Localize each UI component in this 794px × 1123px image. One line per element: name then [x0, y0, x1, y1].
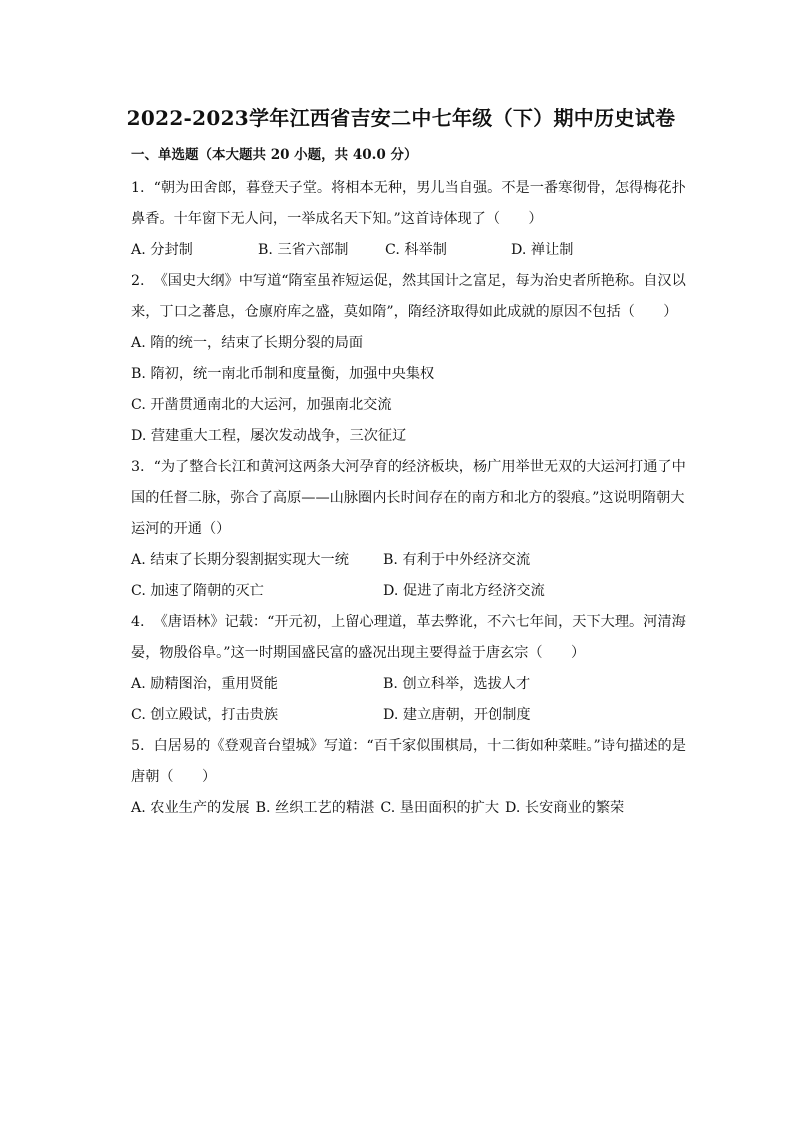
question-text: “朝为田舍郎，暮登天子堂。将相本无种，男儿当自强。不是一番寒彻骨，怎得梅花扑鼻香。十年窗下无人问，一举成名天下知。”这首诗体现了（ ）: [131, 180, 686, 227]
option-list: [131, 793, 689, 824]
option-row: [131, 545, 689, 576]
option-d[interactable]: D. 建立唐朝，开创制度: [383, 707, 531, 723]
question-number: 4.: [131, 614, 145, 630]
option-row: [131, 576, 689, 607]
question-text: 《唐语林》记载：“开元初，上留心理道，革去弊讹，不六七年间，天下大理。河清海晏，物殷俗阜。”这一时期国盛民富的盛况出现主要得益于唐玄宗（ ）: [131, 614, 686, 661]
option-b[interactable]: B. 隋初，统一南北币制和度量衡，加强中央集权: [131, 366, 435, 382]
option-list: [131, 328, 689, 452]
question-5: [131, 731, 689, 824]
option-a[interactable]: A. 农业生产的发展: [131, 800, 250, 816]
option-b[interactable]: B. 有利于中外经济交流: [383, 552, 531, 568]
question-1: [131, 173, 689, 266]
option-d[interactable]: D. 营建重大工程，屡次发动战争，三次征辽: [131, 428, 407, 444]
option-c[interactable]: C. 垦田面积的扩大: [380, 800, 500, 816]
option-row: [131, 328, 689, 359]
question-number: 5.: [131, 738, 145, 754]
option-row: [131, 700, 689, 731]
option-row: [131, 235, 689, 266]
question-4: [131, 607, 689, 731]
question-3: [131, 452, 689, 607]
exam-title: 2022-2023学年江西省吉安二中七年级（下）期中历史试卷: [126, 106, 676, 130]
question-number: 2.: [131, 273, 145, 289]
option-b[interactable]: B. 三省六部制: [258, 242, 349, 258]
option-list: [131, 235, 689, 266]
question-stem: [131, 731, 689, 793]
option-b[interactable]: B. 创立科举，选拔人才: [383, 676, 531, 692]
option-c[interactable]: C. 开凿贯通南北的大运河，加强南北交流: [131, 397, 392, 413]
section-heading: 一、单选题（本大题共 20 小题，共 40.0 分）: [131, 147, 418, 163]
option-c[interactable]: C. 创立殿试，打击贵族: [131, 707, 279, 723]
question-stem: [131, 452, 689, 545]
question-2: [131, 266, 689, 452]
question-number: 1.: [131, 180, 145, 196]
question-text: 《国史大纲》中写道“隋室虽祚短运促，然其国计之富足，每为治史者所艳称。自汉以来，丁口之蕃息，仓廪府库之盛，莫如隋”，隋经济取得如此成就的原因不包括（ ）: [131, 273, 686, 320]
question-stem: [131, 607, 689, 669]
option-a[interactable]: A. 励精图治，重用贤能: [131, 676, 278, 692]
option-list: [131, 545, 689, 607]
option-row: [131, 390, 689, 421]
option-row: [131, 793, 689, 824]
option-row: [131, 669, 689, 700]
option-c[interactable]: C. 科举制: [385, 242, 447, 258]
question-stem: [131, 173, 689, 235]
option-d[interactable]: D. 长安商业的繁荣: [505, 800, 625, 816]
option-a[interactable]: A. 分封制: [131, 242, 193, 258]
option-b[interactable]: B. 丝织工艺的精湛: [255, 800, 375, 816]
option-a[interactable]: A. 结束了长期分裂割据实现大一统: [131, 552, 349, 568]
question-text: “为了整合长江和黄河这两条大河孕育的经济板块，杨广用举世无双的大运河打通了中国的任督二脉，弥合了高原——山脉圈内长时间存在的南方和北方的裂痕。”这说明隋朝大运河的开通（）: [131, 459, 686, 537]
question-text: 白居易的《登观音台望城》写道：“百千家似围棋局，十二街如种菜畦。”诗句描述的是唐朝（ ）: [131, 738, 686, 785]
question-number: 3.: [131, 459, 145, 475]
option-row: [131, 421, 689, 452]
option-d[interactable]: D. 促进了南北方经济交流: [383, 583, 545, 599]
option-row: [131, 359, 689, 390]
question-stem: [131, 266, 689, 328]
option-a[interactable]: A. 隋的统一，结束了长期分裂的局面: [131, 335, 364, 351]
option-list: [131, 669, 689, 731]
option-d[interactable]: D. 禅让制: [511, 242, 574, 258]
option-c[interactable]: C. 加速了隋朝的灭亡: [131, 583, 264, 599]
